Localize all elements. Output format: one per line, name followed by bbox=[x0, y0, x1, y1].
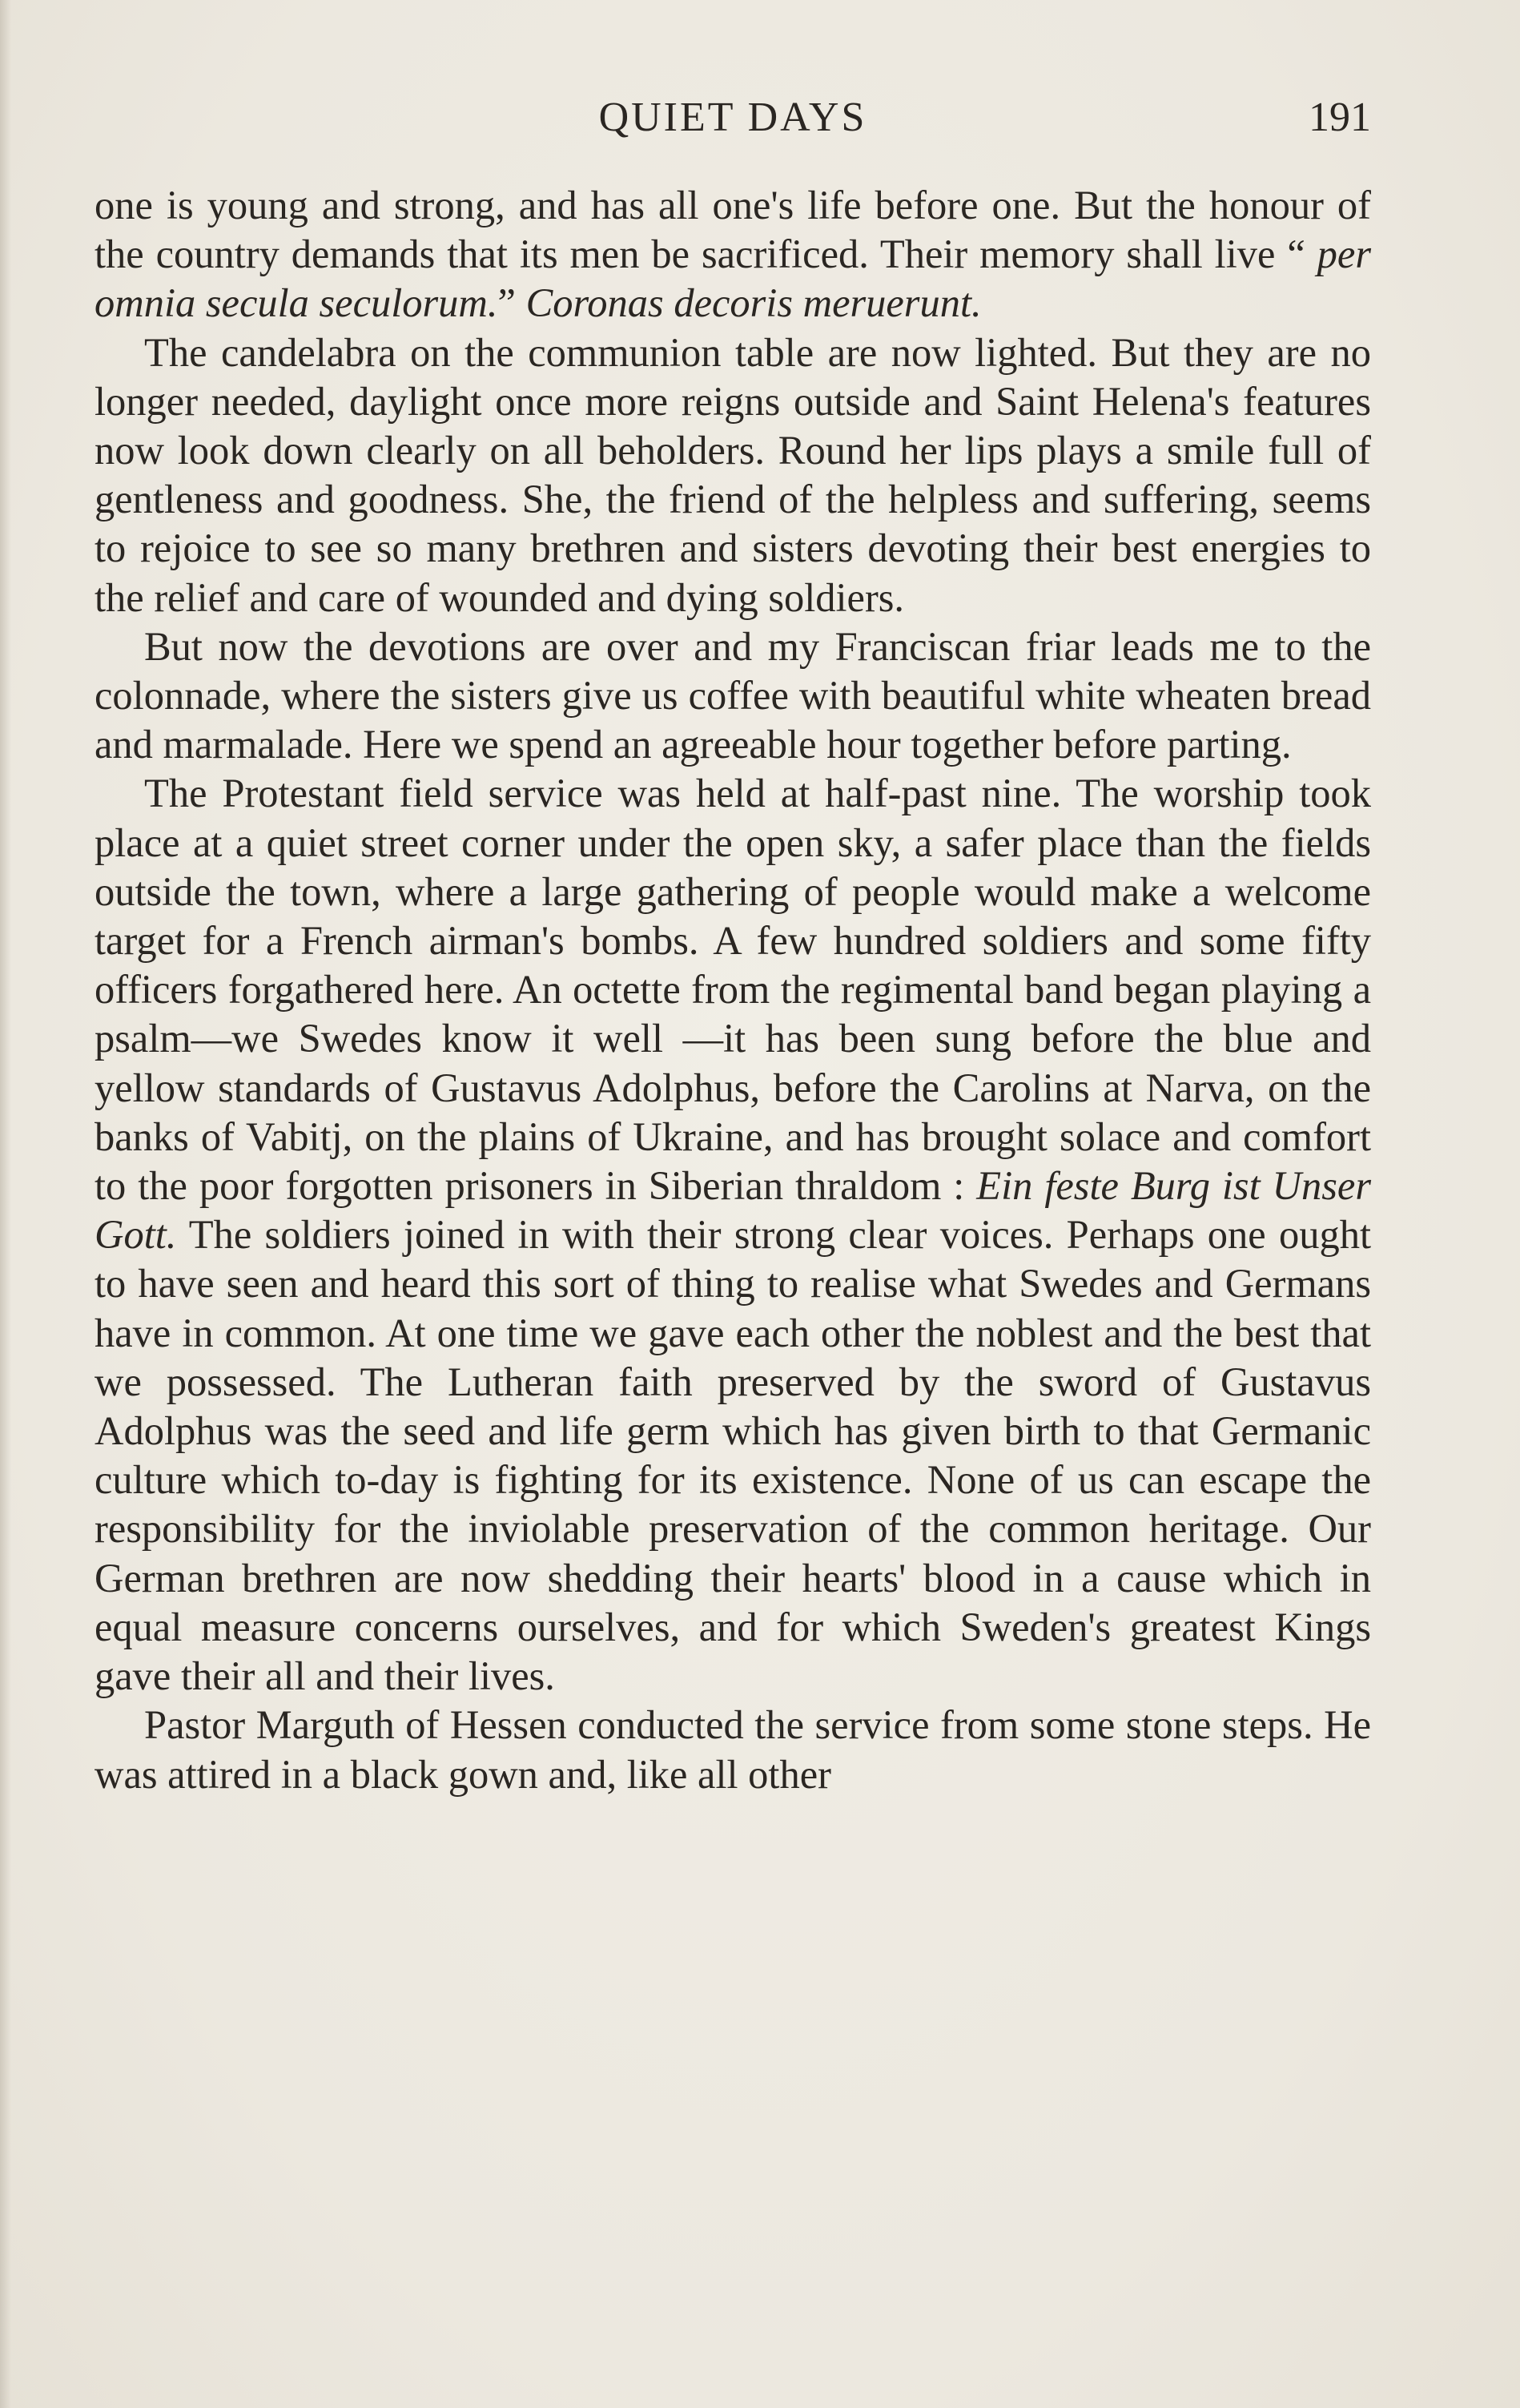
body-text bbox=[94, 181, 1371, 1799]
text-run: Pastor Marguth of Hessen conducted the service from some stone steps. He was attired in a black gown and, like all other bbox=[94, 1702, 1371, 1797]
paragraph bbox=[94, 769, 1371, 1701]
hymn-title: Ein feste Burg ist Unser Gott. bbox=[94, 1163, 1371, 1258]
running-title: QUIET DAYS bbox=[598, 95, 867, 140]
text-run: The soldiers joined in with their strong clear voices. Perhaps one ought to have seen and heard this sort of thing to realise what Swedes and Germans have in common. At one time we gave each other the noblest and the best that we possessed. The Lutheran faith preserved by the sword of Gustavus Adolphus was the seed and life germ which has given birth to that Germanic culture which to-day is fighting for its existence. None of us can escape the responsibility for the inviolable preservation of the common heritage. Our German brethren are now shedding their hearts' blood in a cause which in equal measure concerns ourselves, and for which Sweden's greatest Kings gave their all and their lives. bbox=[94, 1212, 1371, 1699]
paragraph bbox=[94, 1701, 1371, 1798]
paragraph bbox=[94, 328, 1371, 622]
text-run: The Protestant field service was held at half-past nine. The worship took place at a quiet street corner under the open sky, a safer place than the fields outside the town, where a large gathering of people would make a welcome target for a French airman's bombs. A few hundred soldiers and some fifty officers forgathered here. An octette from the regimental band began playing a psalm—we Swedes know it well —it has been sung before the blue and yellow standards of Gustavus Adolphus, before the Carolins at Narva, on the banks of Vabitj, on the plains of Ukraine, and has brought solace and comfort to the poor forgotten prisoners in Siberian thraldom : bbox=[94, 771, 1371, 1209]
paragraph bbox=[94, 622, 1371, 770]
text-run: ” bbox=[497, 280, 526, 326]
latin-quote: Coronas decoris meruerunt. bbox=[525, 280, 982, 326]
latin-quote: per omnia secula seculorum. bbox=[94, 232, 1371, 326]
paragraph bbox=[94, 181, 1371, 328]
text-run: The candelabra on the communion table are now lighted. But they are no longer needed, daylight once more reigns outside and Saint Helena's features now look down clearly on all beholders. Round her lips plays a smile full of gentleness and goodness. She, the friend of the helpless and suffering, seems to rejoice to see so many brethren and sisters devoting their best energies to the relief and care of wounded and dying soldiers. bbox=[94, 329, 1371, 620]
page-number: 191 bbox=[1309, 95, 1371, 140]
page-gutter-shadow bbox=[0, 0, 11, 2408]
text-run: one is young and strong, and has all one's life before one. But the honour of the country demands that its men be sacrificed. Their memory shall live “ bbox=[94, 183, 1371, 277]
text-run: But now the devotions are over and my Franciscan friar leads me to the colonnade, where the sisters give us coffee with beautiful white wheaten bread and marmalade. Here we spend an agreeable hour together before parting. bbox=[94, 623, 1371, 767]
running-head bbox=[94, 90, 1371, 146]
